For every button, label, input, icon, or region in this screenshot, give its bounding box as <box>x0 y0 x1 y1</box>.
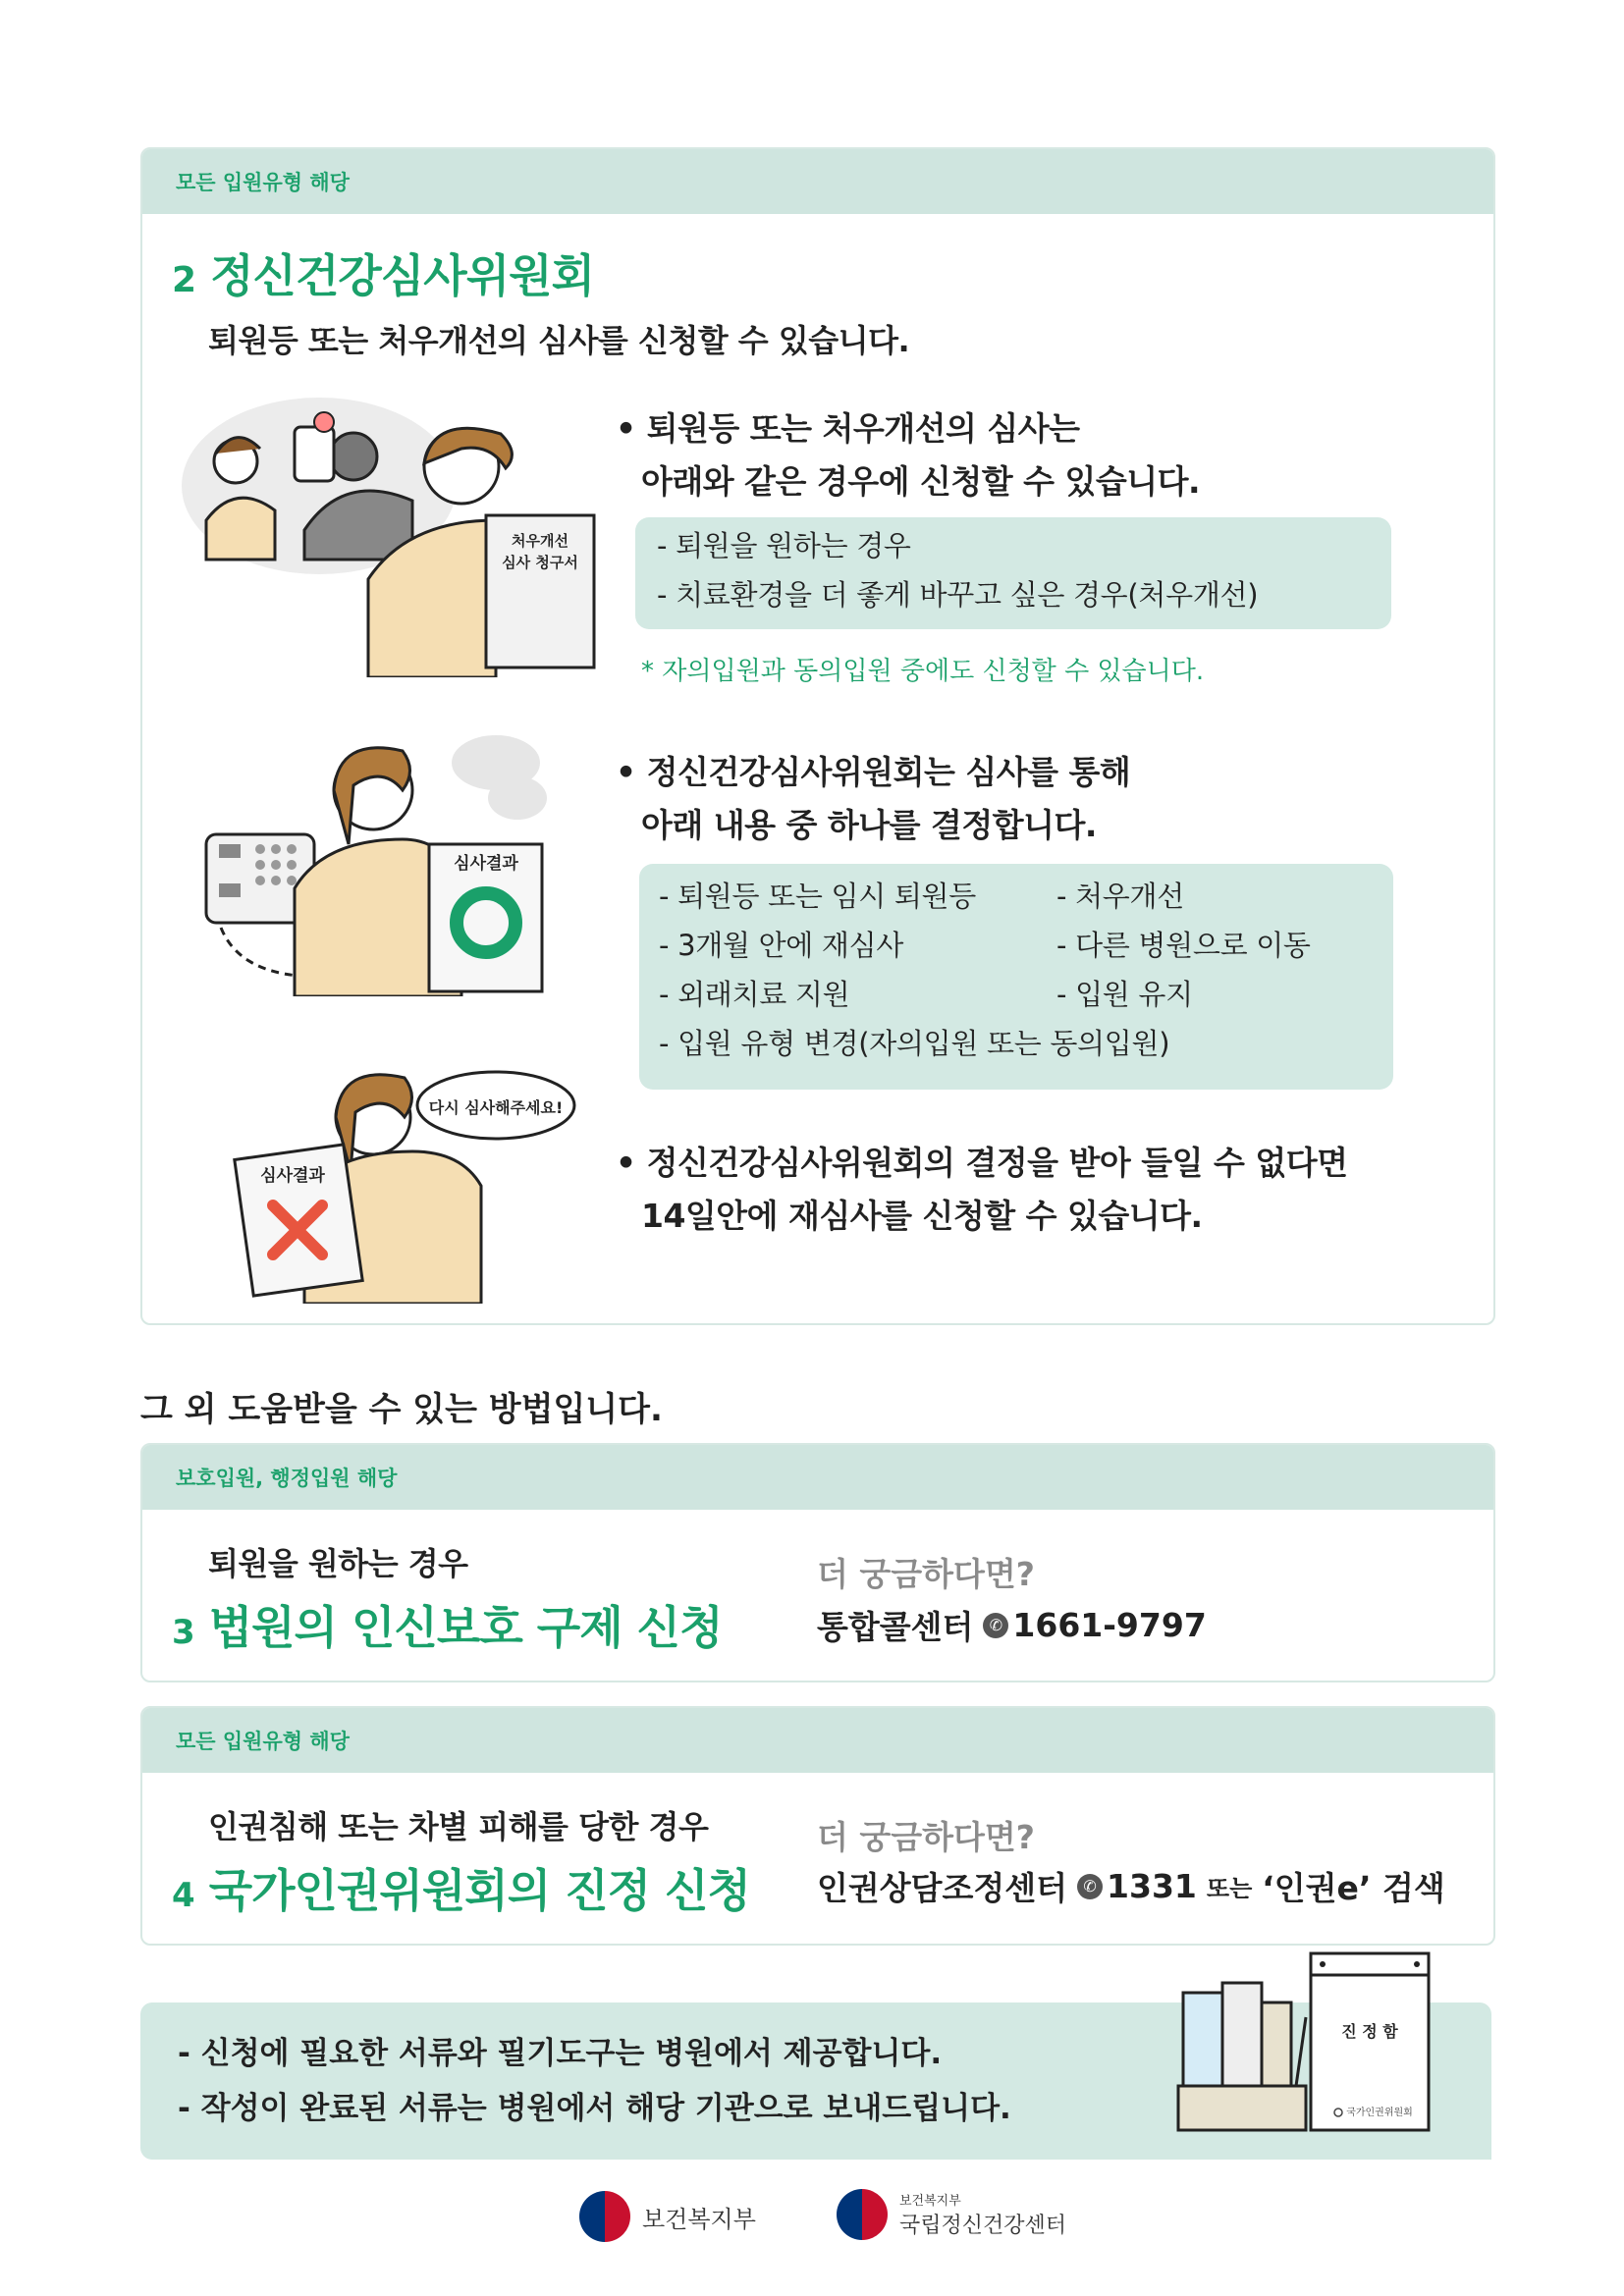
card-header: 모든 입원유형 해당 <box>142 149 1493 214</box>
card4-number: 4 <box>172 1876 194 1915</box>
card3-title <box>172 1592 723 1657</box>
bullet-2 <box>616 746 1130 852</box>
bottom-line-1: - 신청에 필요한 서류와 필기도구는 병원에서 제공합니다. <box>178 2036 943 2071</box>
bullet-3 <box>616 1137 1347 1243</box>
bubble-text: 다시 심사해주세요! <box>428 1098 564 1117</box>
result-doc-label: 심사결과 <box>454 854 518 874</box>
phone-icon: ✆ <box>1077 1874 1103 1899</box>
logo-ministry-text: 보건복지부 <box>642 2205 756 2233</box>
card-header: 모든 입원유형 해당 <box>142 1708 1493 1773</box>
doc-label-1: 처우개선 <box>512 532 568 550</box>
bullet-1 <box>616 402 1200 508</box>
section-subtitle: 퇴원등 또는 처우개선의 심사를 신청할 수 있습니다. <box>208 322 910 359</box>
card4-phone: 1331 <box>1107 1867 1197 1905</box>
decision-4: - 입원 유형 변경(자의입원 또는 동의입원) <box>659 1027 1170 1060</box>
bottom-line-2: - 작성이 완료된 서류는 병원에서 해당 기관으로 보내드립니다. <box>178 2091 1011 2126</box>
card4-contact-name: 인권상담조정센터 <box>817 1869 1068 1907</box>
condition-1: - 퇴원을 원하는 경우 <box>657 529 911 562</box>
taegeuk-icon <box>579 2191 630 2242</box>
section-title <box>172 240 594 305</box>
card4-title <box>172 1855 750 1920</box>
card4-or: 또는 <box>1206 1875 1253 1902</box>
card-header: 보호입원, 행정입원 해당 <box>142 1445 1493 1510</box>
decision-1: - 퇴원등 또는 임시 퇴원등 <box>659 880 976 913</box>
card3-contact-name: 통합콜센터 <box>817 1608 974 1646</box>
card3-number: 3 <box>172 1613 194 1652</box>
decision-2: - 3개월 안에 재심사 <box>659 929 904 962</box>
phone-icon: ✆ <box>983 1613 1008 1638</box>
fail-doc-label: 심사결과 <box>260 1166 325 1186</box>
card4-ask: 더 궁금하다면? <box>817 1818 1035 1856</box>
decision-5: - 처우개선 <box>1056 880 1184 913</box>
card3-phone: 1661-9797 <box>1012 1606 1207 1644</box>
bullet-3-line1: • 정신건강심사위원회의 결정을 받아 들일 수 없다면 <box>616 1144 1348 1182</box>
box-label: 진 정 함 <box>1341 2022 1398 2041</box>
section-number: 2 <box>172 260 196 300</box>
card4-search: ‘인권e’ 검색 <box>1262 1869 1445 1907</box>
decision-3: - 외래치료 지원 <box>659 978 850 1011</box>
bullet-1-line1: • 퇴원등 또는 처우개선의 심사는 <box>616 409 1080 448</box>
card4-title-text: 국가인권위원회의 진정 신청 <box>208 1864 750 1917</box>
logo-ncmh-small: 보건복지부 <box>899 2194 961 2209</box>
illustration-petition-box <box>1173 1944 1438 2140</box>
logo-ministry <box>579 2191 756 2242</box>
card4-condition: 인권침해 또는 차별 피해를 당한 경우 <box>208 1808 709 1845</box>
card3-condition: 퇴원을 원하는 경우 <box>208 1545 468 1582</box>
illustration-result-fail <box>226 1058 579 1304</box>
doc-label-2: 심사 청구서 <box>502 554 578 571</box>
condition-box-1 <box>635 517 1391 629</box>
illustration-result-pass <box>201 731 555 996</box>
illustration-request <box>177 393 609 677</box>
bullet-2-line2: 아래 내용 중 하나를 결정합니다. <box>641 806 1097 844</box>
bullet-1-line2: 아래와 같은 경우에 신청할 수 있습니다. <box>641 462 1201 501</box>
box-org: 국가인권위원회 <box>1346 2108 1413 2118</box>
decision-box <box>639 864 1393 1090</box>
taegeuk-icon <box>837 2189 888 2240</box>
card3-ask: 더 궁금하다면? <box>817 1555 1035 1593</box>
section-title-text: 정신건강심사위원회 <box>210 249 595 302</box>
bullet-3-line2: 14일안에 재심사를 신청할 수 있습니다. <box>641 1197 1203 1235</box>
condition-2: - 치료환경을 더 좋게 바꾸고 싶은 경우(처우개선) <box>657 578 1259 612</box>
bullet-2-line1: • 정신건강심사위원회는 심사를 통해 <box>616 753 1131 791</box>
note: * 자의입원과 동의입원 중에도 신청할 수 있습니다. <box>641 657 1205 686</box>
card4-contact <box>817 1863 1445 1909</box>
logo-ncmh <box>837 2189 1066 2240</box>
card3-title-text: 법원의 인신보호 구제 신청 <box>208 1601 723 1654</box>
card3-contact <box>817 1602 1207 1648</box>
decision-7: - 입원 유지 <box>1056 978 1193 1011</box>
decision-6: - 다른 병원으로 이동 <box>1056 929 1311 962</box>
other-help-intro: 그 외 도움받을 수 있는 방법입니다. <box>140 1390 663 1429</box>
logo-ncmh-text: 국립정신건강센터 <box>899 2214 1067 2238</box>
